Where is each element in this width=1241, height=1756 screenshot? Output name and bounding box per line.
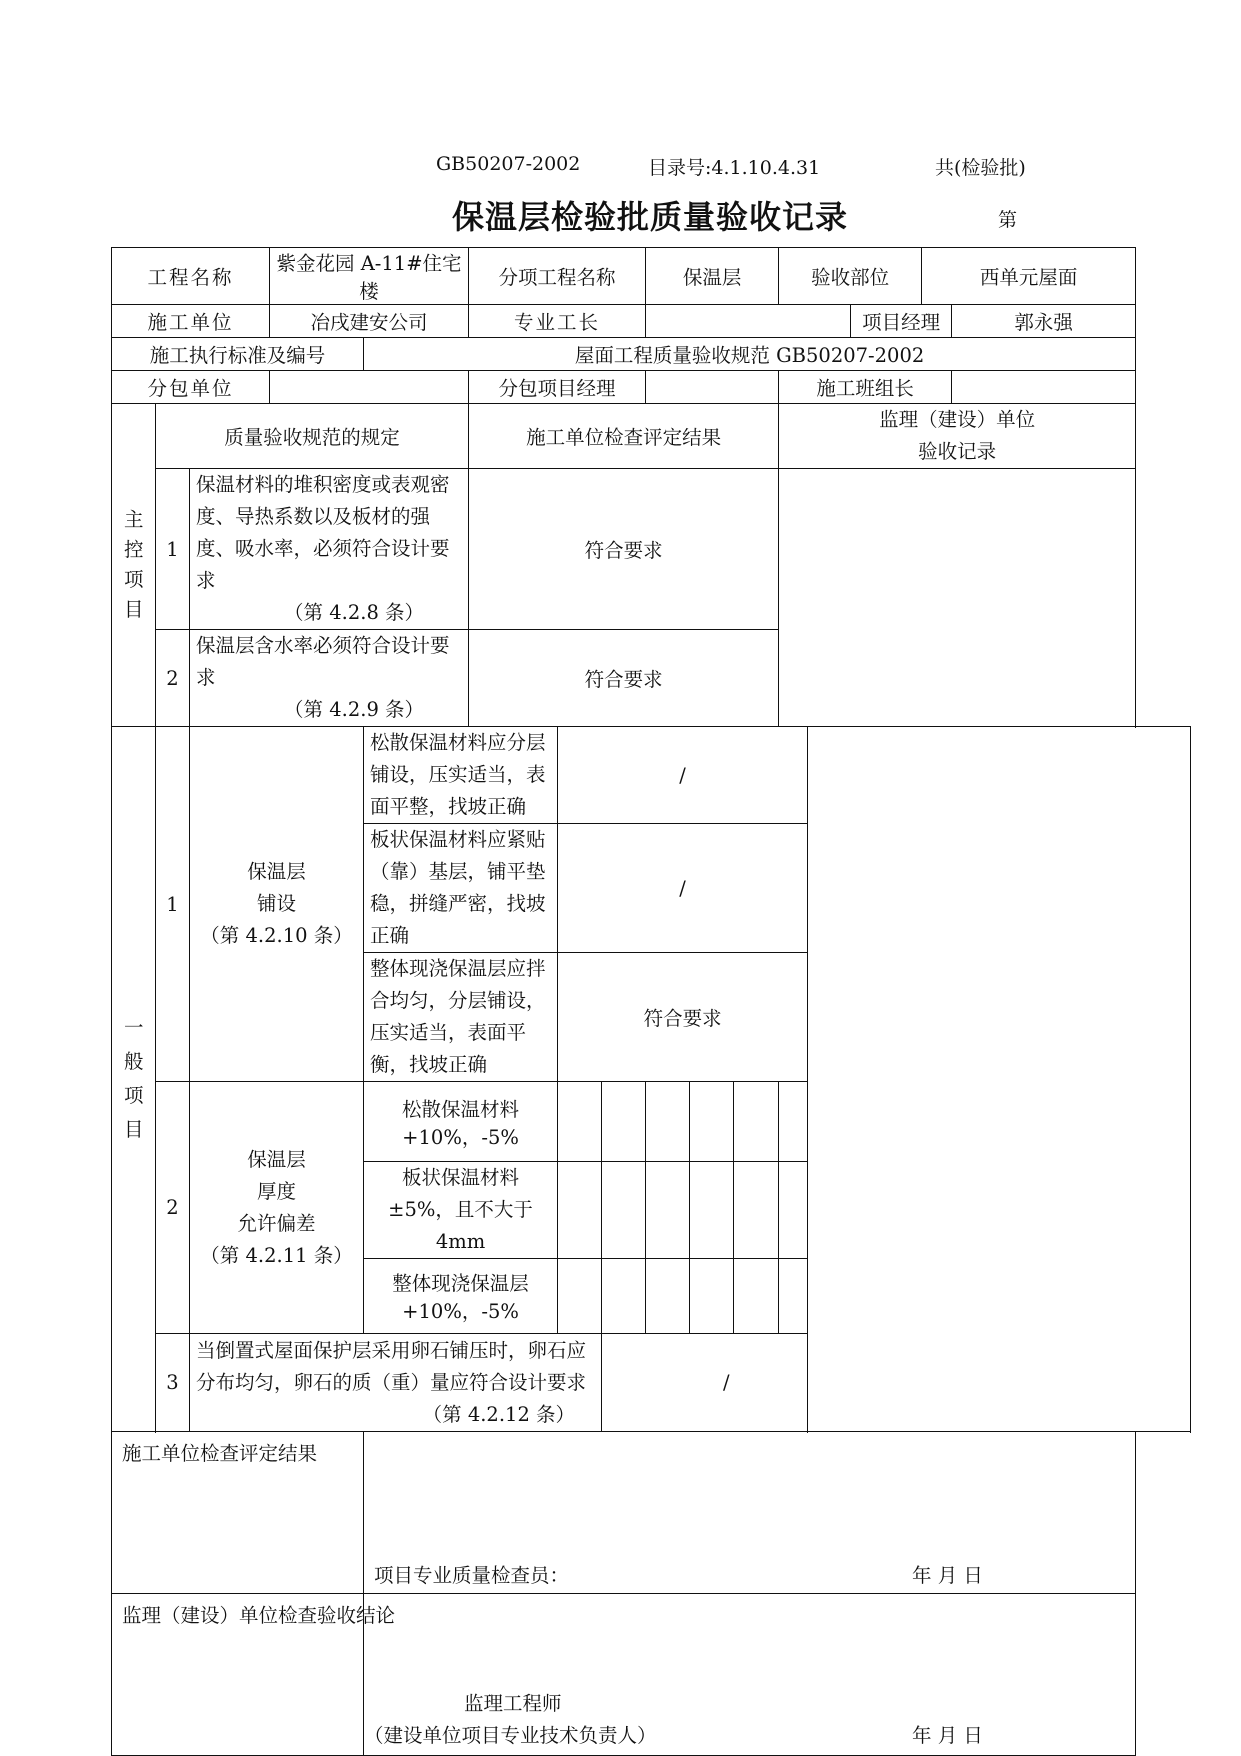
- supervisor-conclusion-label-cell: [112, 1594, 396, 1756]
- standard-label: 施工执行标准及编号: [112, 338, 364, 371]
- main-item-description: 保温材料的堆积密度或表观密度、导热系数以及板材的强度、吸水率，必须符合设计要求: [196, 473, 450, 592]
- batch-total: 共(检验批): [935, 157, 1026, 179]
- document-title: 保温层检验批质量验收记录: [452, 198, 849, 236]
- main-item-clause: （第 4.2.9 条）: [284, 698, 425, 721]
- general-sub-item-result: /: [558, 824, 808, 953]
- team-leader-label: 施工班组长: [779, 371, 952, 404]
- contractor-row: [112, 305, 1191, 338]
- general-item-text: [190, 1334, 602, 1432]
- column-header-row: [112, 404, 1191, 469]
- measurement-cell: [646, 1082, 690, 1162]
- measurement-cell: [690, 1259, 734, 1334]
- general-item-description: 当倒置式屋面保护层采用卵石铺压时，卵石应分布均匀，卵石的质（重）量应符合设计要求: [196, 1338, 587, 1394]
- measurement-cell: [646, 1259, 690, 1334]
- catalog-number: 目录号:4.1.10.4.31: [648, 157, 821, 179]
- measurement-cell: [734, 1082, 779, 1162]
- part-value: 西单元屋面: [922, 248, 1136, 305]
- general-item-number: 3: [156, 1334, 190, 1432]
- general-item-number: 1: [156, 727, 190, 1082]
- sub-manager-label: 分包项目经理: [469, 371, 646, 404]
- subproject-value: 保温层: [646, 248, 779, 305]
- tolerance-text: 整体现浇保温层 +10%，-5%: [364, 1259, 558, 1334]
- general-sub-item-result: 符合要求: [558, 953, 808, 1082]
- measurement-cell: [558, 1162, 602, 1259]
- part-label: 验收部位: [779, 248, 922, 305]
- main-item-text: [190, 630, 469, 727]
- tolerance-text: 松散保温材料 +10%，-5%: [364, 1082, 558, 1162]
- subcontractor-row: [112, 371, 1191, 404]
- tolerance-text: 板状保温材料±5%，且不大于 4mm: [364, 1162, 558, 1259]
- manager-value: 郭永强: [952, 305, 1136, 338]
- main-item-text: [190, 469, 469, 630]
- general-items-label: 一般项目: [112, 727, 156, 1432]
- main-item-description: 保温层含水率必须符合设计要求: [196, 634, 450, 689]
- main-item-number: 2: [156, 630, 190, 727]
- measurement-cell: [558, 1082, 602, 1162]
- inspector-date: 年 月 日: [912, 1564, 983, 1587]
- project-name-label: 工程名称: [112, 248, 270, 305]
- foreman-value: [646, 305, 851, 338]
- contractor-result-row: [112, 1432, 1191, 1594]
- general-item-clause: （第 4.2.10 条）: [200, 924, 353, 947]
- supervisor-conclusion-label: 监理（建设）单位检查验收结论: [122, 1604, 396, 1627]
- standard-row: [112, 338, 1191, 371]
- general-item-clause: （第 4.2.11 条）: [200, 1243, 353, 1267]
- measurement-cell: [779, 1082, 808, 1162]
- measurement-cell: [558, 1259, 602, 1334]
- measurement-cell: [779, 1162, 808, 1259]
- measurement-cell: [602, 1082, 646, 1162]
- contractor-value: 冶戌建安公司: [270, 305, 469, 338]
- general-item-name-line1: 保温层: [247, 860, 306, 883]
- general-item-name: [190, 727, 364, 1082]
- general-sub-item-text: 松散保温材料应分层铺设，压实适当，表面平整，找坡正确: [364, 727, 558, 824]
- measurement-cell: [734, 1162, 779, 1259]
- team-leader-value: [952, 371, 1136, 404]
- general-item-number: 2: [156, 1082, 190, 1334]
- general-item-name-line2: 厚度: [257, 1179, 297, 1203]
- measurement-cell: [690, 1162, 734, 1259]
- general-item-clause: （第 4.2.12 条）: [422, 1402, 576, 1426]
- general-item-name: [190, 1082, 364, 1334]
- supervisor-conclusion-row: [112, 1594, 1191, 1756]
- supervisor-conclusion-cell: [364, 1594, 1136, 1756]
- general-items-supervisor-record: [808, 727, 1191, 1432]
- supervisor-header-line1: 监理（建设）单位: [879, 408, 1036, 431]
- main-item-clause: （第 4.2.8 条）: [284, 601, 425, 624]
- measurement-cell: [779, 1259, 808, 1334]
- foreman-label: 专业工长: [469, 305, 646, 338]
- page-suffix: 第: [998, 209, 1018, 231]
- manager-label: 项目经理: [851, 305, 952, 338]
- spec-column-header: 质量验收规范的规定: [156, 404, 469, 469]
- general-sub-item-text: 整体现浇保温层应拌合均匀，分层铺设，压实适当，表面平衡，找坡正确: [364, 953, 558, 1082]
- contractor-label: 施工单位: [112, 305, 270, 338]
- project-name: 紫金花园 A-11#住宅楼: [270, 248, 469, 305]
- main-item-row: [112, 469, 1191, 630]
- project-info-row: [112, 248, 1191, 305]
- general-item-row: [112, 727, 1191, 824]
- contractor-result-label-cell: [112, 1432, 364, 1594]
- result-column-header: 施工单位检查评定结果: [469, 404, 779, 469]
- measurement-cell: [646, 1162, 690, 1259]
- supervisor-column-header: [779, 404, 1136, 469]
- inspector-label: 项目专业质量检查员：: [374, 1564, 570, 1587]
- measurement-cell: [734, 1259, 779, 1334]
- subproject-label: 分项工程名称: [469, 248, 646, 305]
- contractor-result-cell: [364, 1432, 1136, 1594]
- subcontractor-value: [270, 371, 469, 404]
- main-item-number: 1: [156, 469, 190, 630]
- general-item-name-line1: 保温层: [247, 1147, 306, 1171]
- supervisor-header-line2: 验收记录: [918, 440, 997, 463]
- main-item-result: 符合要求: [469, 469, 779, 630]
- measurement-cell: [602, 1259, 646, 1334]
- engineer-note: （建设单位项目专业技术负责人）: [364, 1724, 657, 1747]
- sub-manager-value: [646, 371, 779, 404]
- engineer-label: 监理工程师: [464, 1692, 562, 1715]
- subcontractor-label: 分包单位: [112, 371, 270, 404]
- general-sub-item-text: 板状保温材料应紧贴（靠）基层，铺平垫稳，拼缝严密，找坡正确: [364, 824, 558, 953]
- general-item-result: /: [602, 1334, 851, 1432]
- standard-code: GB50207-2002: [436, 153, 581, 175]
- main-items-label: 主控项目: [112, 404, 156, 727]
- measurement-cell: [690, 1082, 734, 1162]
- main-item-result: 符合要求: [469, 630, 779, 727]
- inspection-record-table: [111, 247, 1191, 1756]
- general-item-name-line2: 铺设: [257, 892, 297, 915]
- measurement-cell: [602, 1162, 646, 1259]
- general-item-name-line3: 允许偏差: [237, 1211, 316, 1235]
- main-items-supervisor-record: [779, 469, 1136, 727]
- general-sub-item-result: /: [558, 727, 808, 824]
- contractor-result-label: 施工单位检查评定结果: [122, 1442, 318, 1465]
- standard-value: 屋面工程质量验收规范 GB50207-2002: [364, 338, 1136, 371]
- engineer-date: 年 月 日: [912, 1724, 983, 1747]
